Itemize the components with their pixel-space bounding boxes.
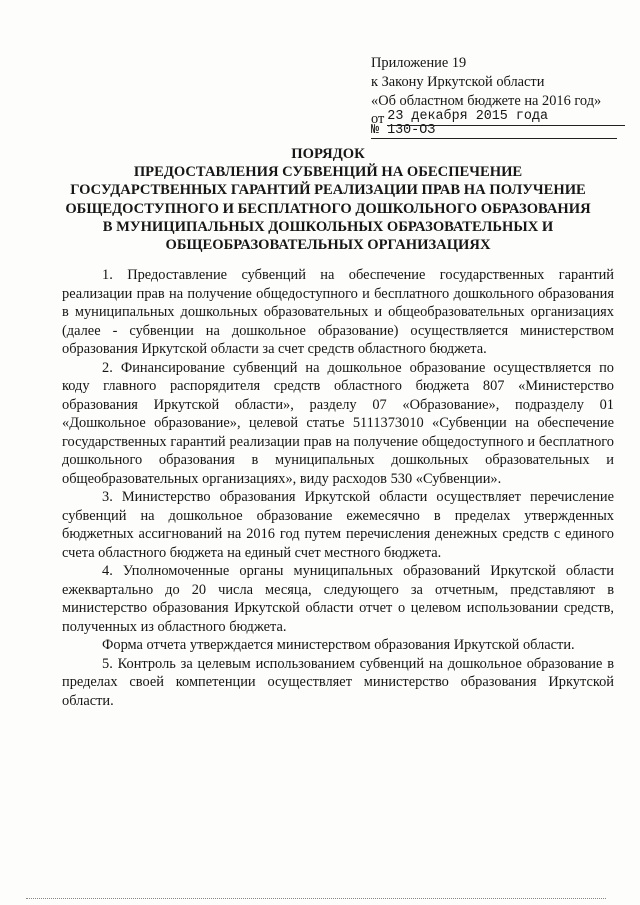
title-line: В МУНИЦИПАЛЬНЫХ ДОШКОЛЬНЫХ ОБРАЗОВАТЕЛЬНЫХ И bbox=[102, 218, 554, 235]
appendix-law-reference: к Закону Иркутской области bbox=[371, 74, 545, 90]
title-heading: ПОРЯДОК bbox=[291, 146, 365, 162]
paragraph-3: 3. Министерство образования Иркутской области осуществляет перечисление субвенций на дошкольное образование ежемесячно в пределах утвержденных бюджетных ассигнований на 2016 год путем перечисления денежных средств с единого счета областного бюджета на единый счет местного бюджета. bbox=[62, 489, 614, 561]
law-number: № 130-ОЗ bbox=[371, 124, 617, 139]
paragraph-4: 4. Уполномоченные органы муниципальных образований Иркутской области ежеквартально до 20 числа месяца, следующего за отчетным, представляют в министерство образования Иркутской области отчет о целевом использовании средств, полученных из областного бюджета. bbox=[62, 563, 614, 635]
appendix-number-line bbox=[371, 125, 633, 139]
title-line: ОБЩЕОБРАЗОВАТЕЛЬНЫХ ОРГАНИЗАЦИЯХ bbox=[165, 237, 491, 254]
appendix-law-title: «Об областном бюджете на 2016 год» bbox=[371, 93, 602, 109]
appendix-block bbox=[371, 54, 633, 139]
title-line: ПРЕДОСТАВЛЕНИЯ СУБВЕНЦИЙ НА ОБЕСПЕЧЕНИЕ bbox=[133, 164, 523, 181]
title-line: ОБЩЕДОСТУПНОГО И БЕСПЛАТНОГО ДОШКОЛЬНОГО ОБРАЗОВАНИЯ bbox=[65, 200, 591, 217]
date-prefix: от bbox=[371, 111, 385, 127]
paragraph-5: 5. Контроль за целевым использованием субвенций на дошкольное образование в пределах своей компетенции осуществляет министерство образования Иркутской области. bbox=[62, 655, 614, 709]
paragraph-2: 2. Финансирование субвенций на дошкольное образование осуществляется по коду главного распорядителя средств областного бюджета 807 «Министерство образования Иркутской области», разделу 07 «Образование», подразделу 01 «Дошкольное образование», целевой статье 5111373010 «Субвенции на обеспечение государственных гарантий реализации прав на получение общедоступного и бесплатного дошкольного образования в муниципальных дошкольных образовательных и общеобразовательных организациях», виду расходов 530 «Субвенции». bbox=[62, 359, 614, 487]
date-value: 23 декабря 2015 года bbox=[387, 110, 625, 126]
paragraph-4-form-note: Форма отчета утверждается министерством образования Иркутской области. bbox=[102, 637, 575, 653]
paragraph-1: 1. Предоставление субвенций на обеспечение государственных гарантий реализации прав на получение общедоступного и бесплатного дошкольного образования в муниципальных дошкольных образовательных и общеобразовательных организациях (далее - субвенции на дошкольное образование) осуществляется министерством образования Иркутской области за счет средств областного бюджета. bbox=[62, 267, 614, 357]
title-line: ГОСУДАРСТВЕННЫХ ГАРАНТИЙ РЕАЛИЗАЦИИ ПРАВ НА ПОЛУЧЕНИЕ bbox=[70, 182, 586, 199]
appendix-number: Приложение 19 bbox=[371, 55, 467, 71]
document-body bbox=[62, 266, 614, 710]
document-title bbox=[58, 145, 598, 254]
scan-edge-artifact bbox=[26, 898, 606, 900]
